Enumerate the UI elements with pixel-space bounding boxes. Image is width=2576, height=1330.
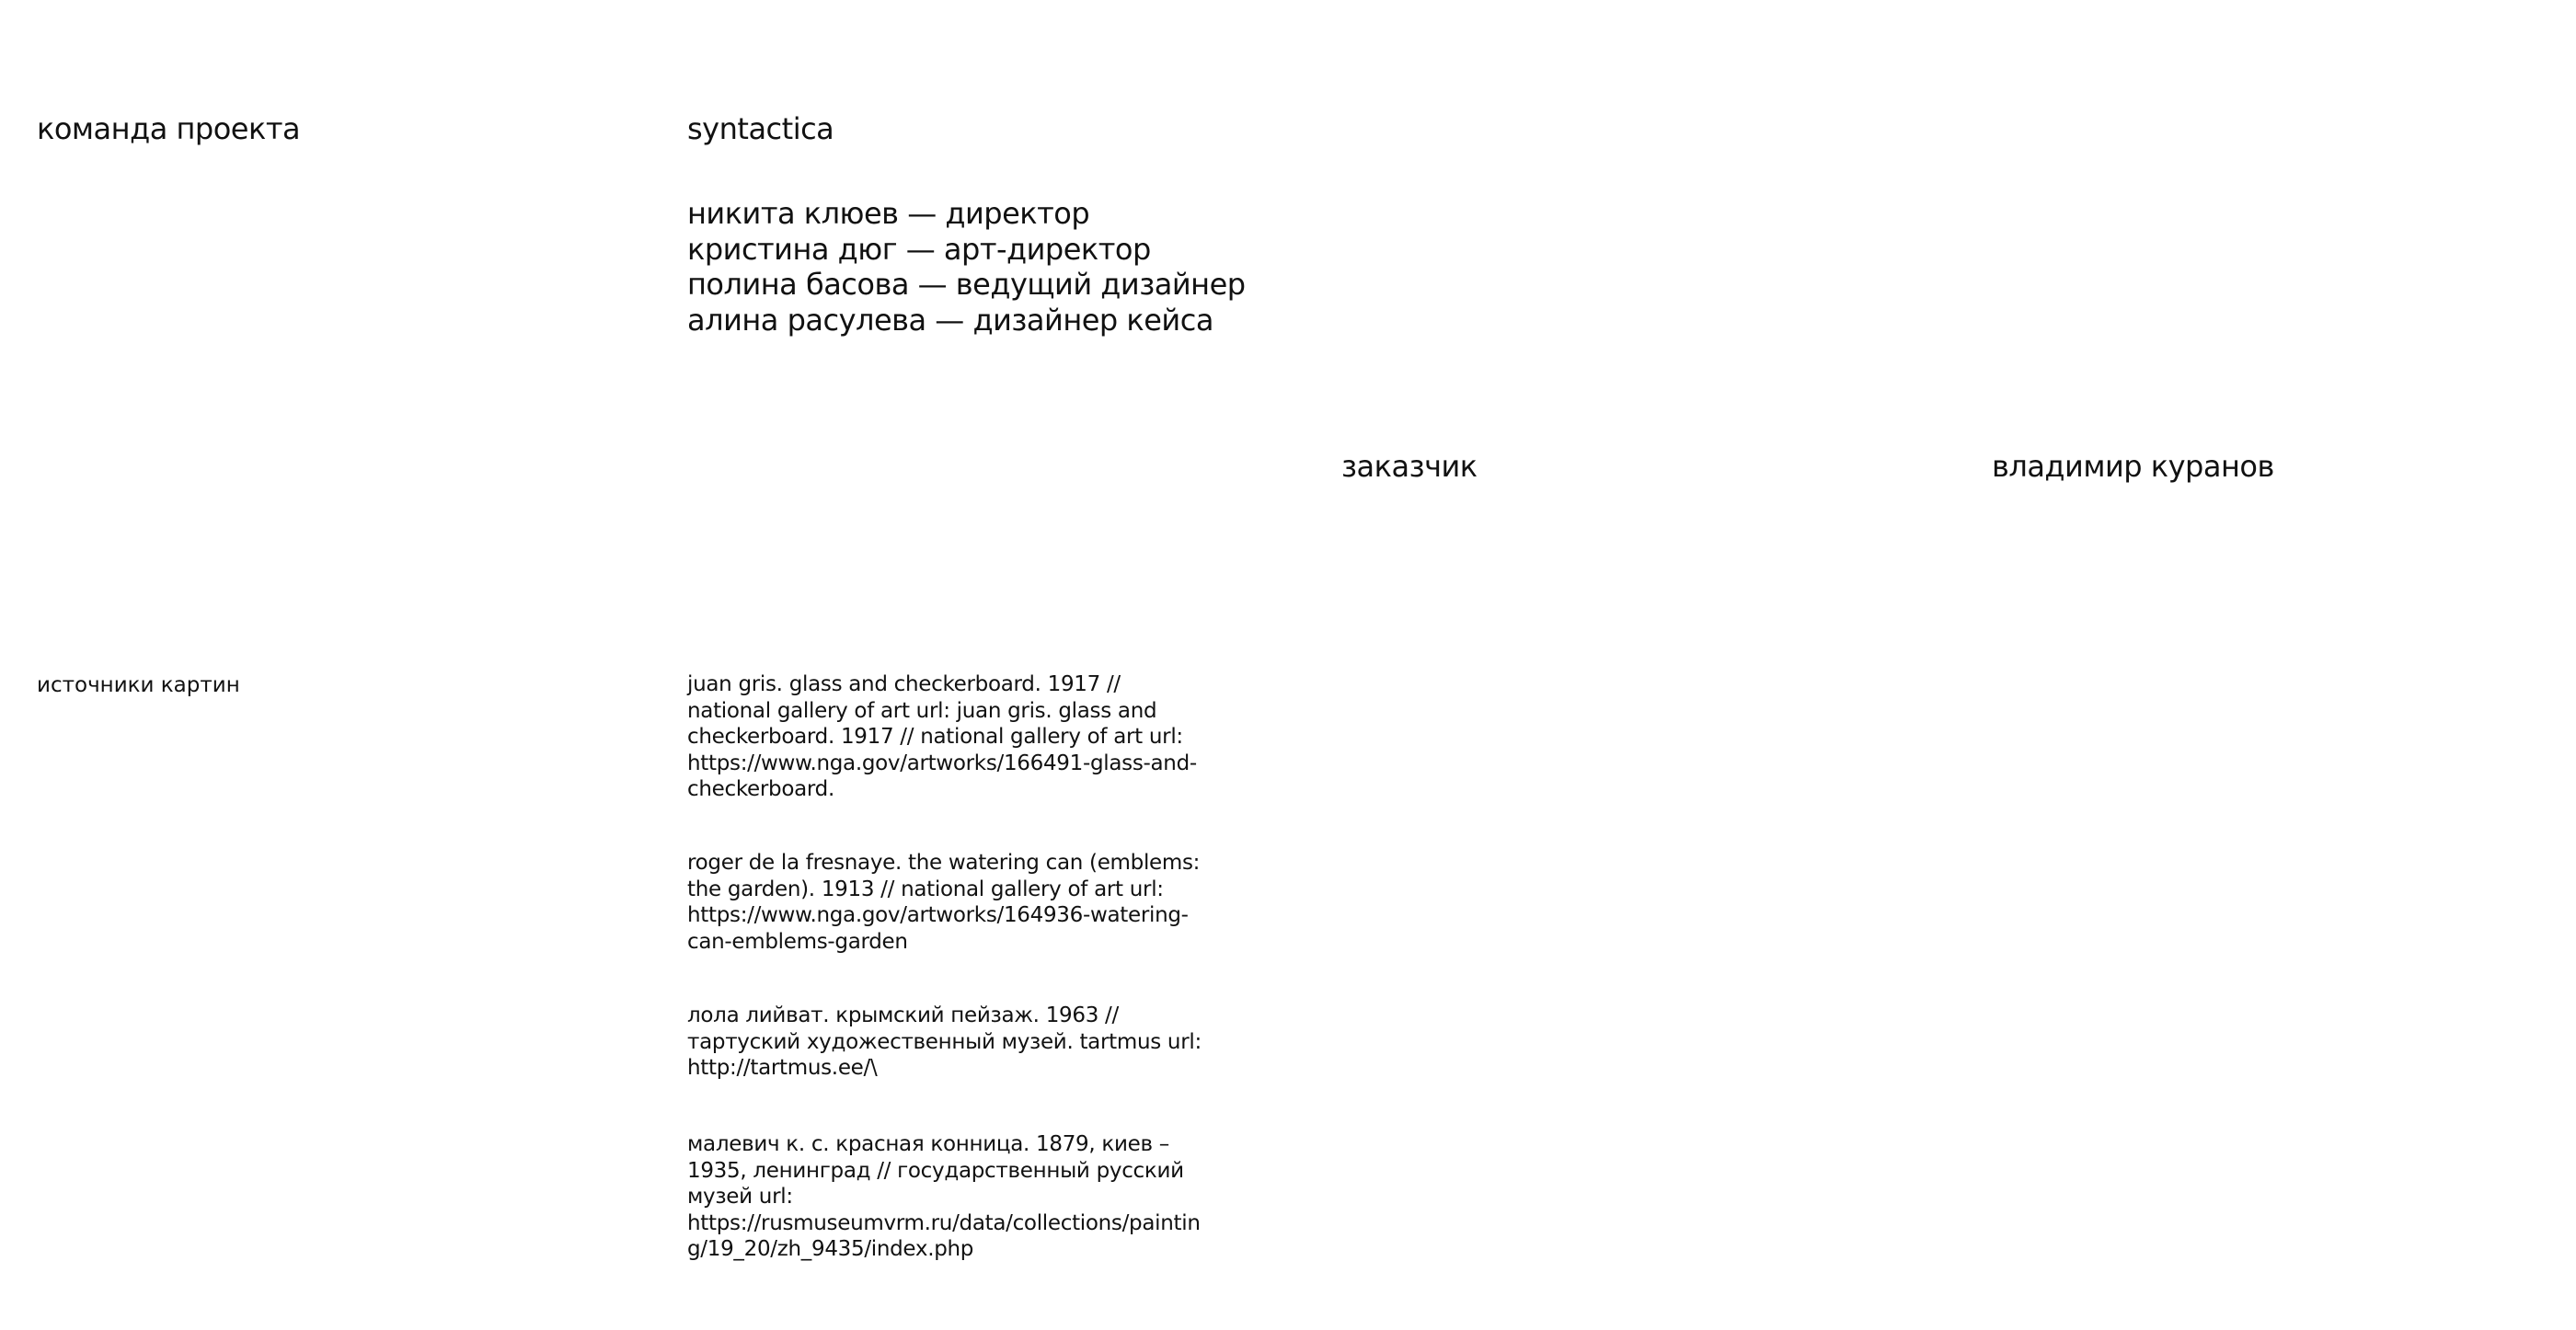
team-member: кристина дюг — арт-директор	[687, 231, 1151, 267]
source-item: juan gris. glass and checkerboard. 1917 // national gallery of art url: juan gris. glass and checkerboard. 1917 // national gallery of art url: https://www.nga.gov/artworks/166491-glass-and-checkerboard.	[687, 672, 1197, 801]
team-member: никита клюев — директор	[687, 196, 1090, 231]
client-name: владимир куранов	[1992, 449, 2274, 484]
studio-name: syntactica	[687, 111, 834, 146]
source-item: лола лийват. крымский пейзаж. 1963 // тартуский художественный музей. tartmus url: http://tartmus.ee/\	[687, 1003, 1202, 1080]
source-item: roger de la fresnaye. the watering can (emblems: the garden). 1913 // national gallery of art url: https://www.nga.gov/artworks/164936-watering-can-emblems-garden	[687, 851, 1201, 954]
team-member-list	[687, 196, 1246, 338]
sources-heading: источники картин	[37, 673, 240, 697]
team-heading: команда проекта	[37, 111, 301, 146]
team-member: полина басова — ведущий дизайнер	[687, 267, 1246, 302]
source-item: малевич к. с. красная конница. 1879, киев – 1935, ленинград // государственный русский музей url: https://rusmuseumvrm.ru/data/collections/painting/19_20/zh_9435/index.php	[687, 1132, 1201, 1261]
client-heading: заказчик	[1341, 449, 1478, 484]
team-member: алина расулева — дизайнер кейса	[687, 302, 1213, 338]
